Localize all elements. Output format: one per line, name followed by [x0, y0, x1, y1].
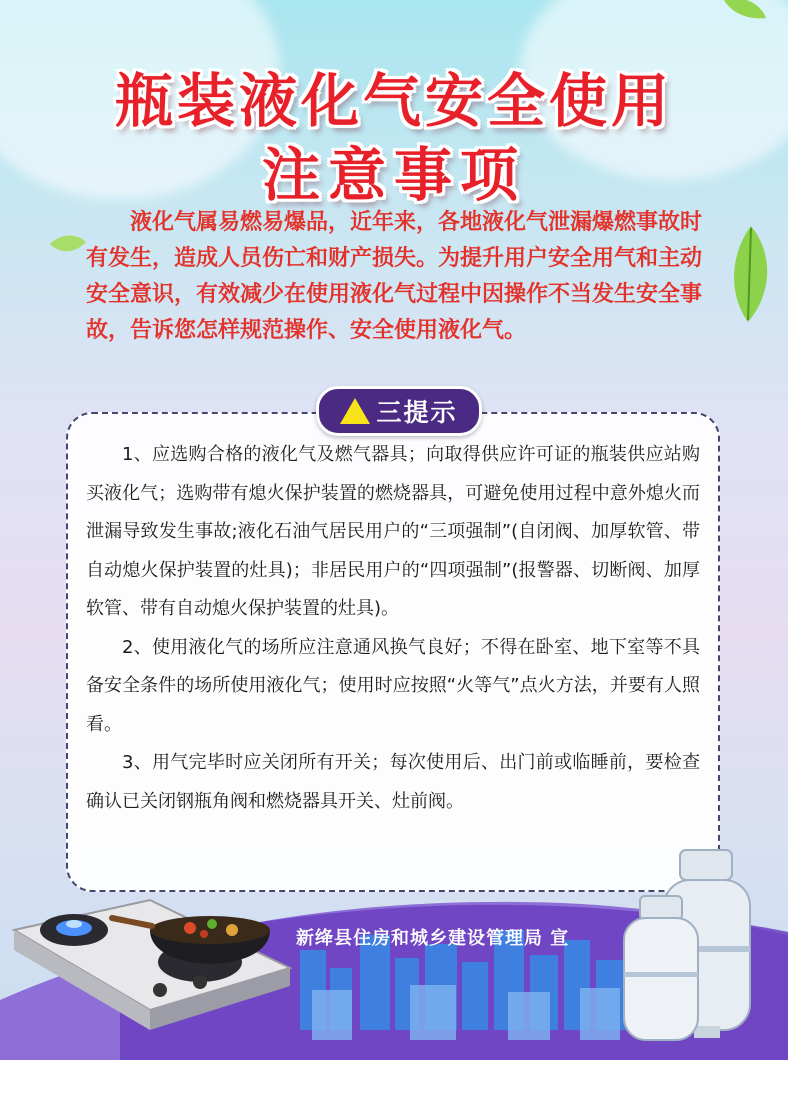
title-line-1: 瓶装液化气安全使用 [114, 67, 673, 135]
tip-item: 2、使用液化气的场所应注意通风换气良好；不得在卧室、地下室等不具备安全条件的场所使用液化气；使用时应按照“火等气”点火方法，并要有人照看。 [86, 636, 700, 735]
badge-label: 三提示 [376, 398, 458, 427]
intro-paragraph: 液化气属易燃易爆品，近年来，各地液化气泄漏爆燃事故时有发生，造成人员伤亡和财产损失。为提升用户安全用气和主动安全意识，有效减少在使用液化气过程中因操作不当发生安全事故，告诉您怎样规范操作、安全使用液化气。 [86, 210, 703, 343]
tip-item: 1、应选购合格的液化气及燃气器具；向取得供应许可证的瓶装供应站购买液化气；选购带有熄火保护装置的燃烧器具，可避免使用过程中意外熄火而泄漏导致发生事故;液化石油气居民用户的“三项强制”(自闭阀、加厚软管、带自动熄火保护装置的灶具)；非居民用户的“四项强制”(报警器、切断阀、加厚软管、带有自动熄火保护装置的灶具)。 [86, 444, 700, 619]
issuer-credit: 新绛县住房和城乡建设管理局 宣 [296, 928, 570, 949]
title-line-2: 注意事项 [261, 141, 526, 209]
tip-item: 3、用气完毕时应关闭所有开关；每次使用后、出门前或临睡前，要检查确认已关闭钢瓶角阀和燃烧器具开关、灶前阀。 [86, 752, 700, 812]
